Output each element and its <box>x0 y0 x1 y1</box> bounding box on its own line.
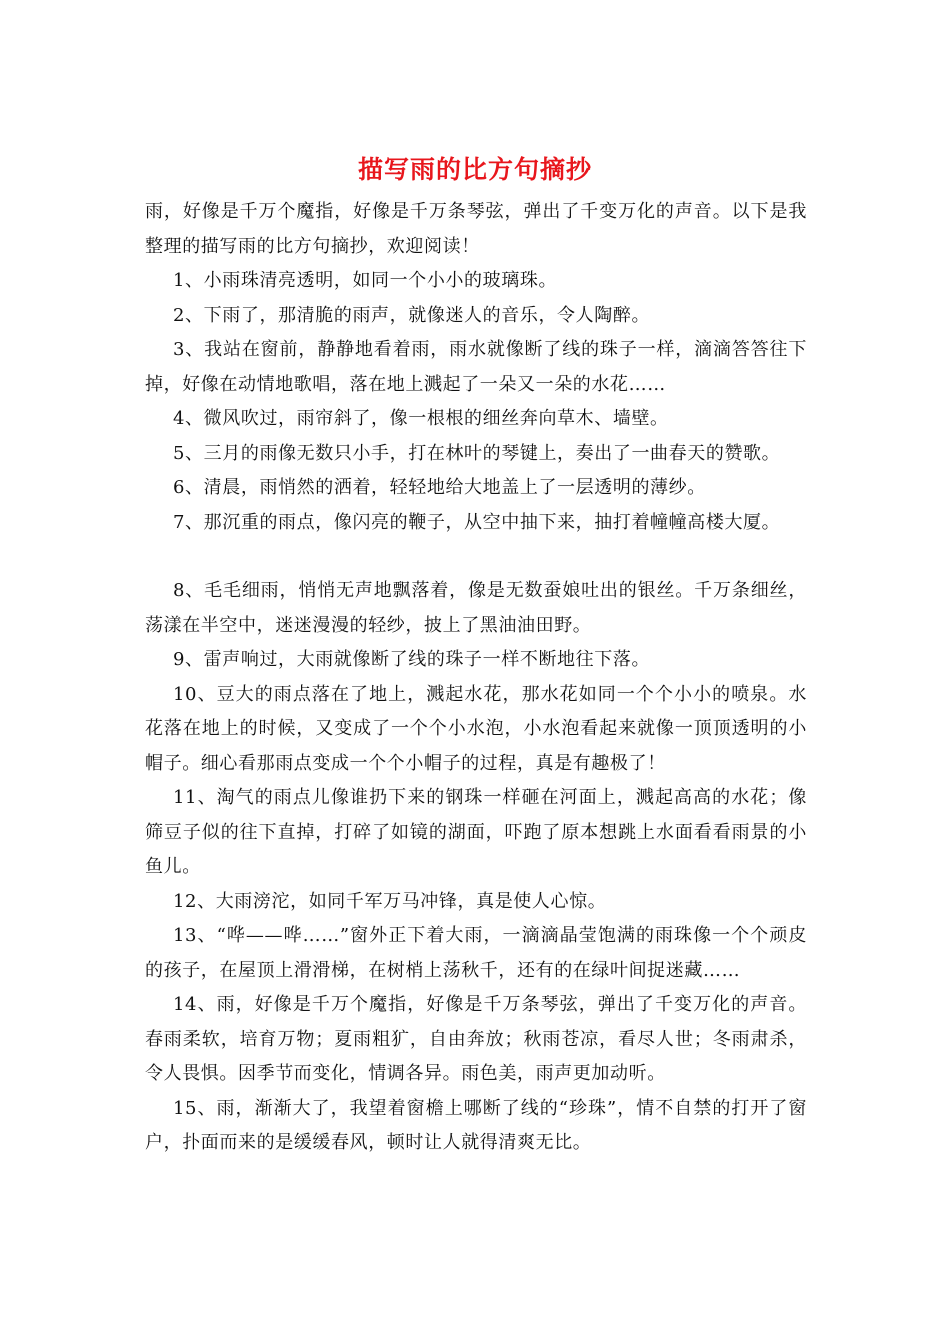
intro-paragraph: 雨，好像是千万个魔指，好像是千万条琴弦，弹出了千变万化的声音。以下是我整理的描写雨的比方句摘抄，欢迎阅读！ <box>145 201 807 257</box>
document-body <box>145 195 807 1161</box>
list-item: 15、雨，渐渐大了，我望着窗檐上哪断了线的“珍珠”，情不自禁的打开了窗户，扑面而来的是缓缓春风，顿时让人就得清爽无比。 <box>145 1097 807 1153</box>
list-item: 14、雨，好像是千万个魔指，好像是千万条琴弦，弹出了千变万化的声音。春雨柔软，培育万物；夏雨粗犷，自由奔放；秋雨苍凉，看尽人世；冬雨肃杀，令人畏惧。因季节而变化，情调各异。雨色美，雨声更加动听。 <box>145 994 807 1084</box>
list-item: 6、清晨，雨悄然的洒着，轻轻地给大地盖上了一层透明的薄纱。 <box>173 477 706 498</box>
list-item: 1、小雨珠清亮透明，如同一个小小的玻璃珠。 <box>173 270 558 291</box>
list-item: 8、毛毛细雨，悄悄无声地飘落着，像是无数蚕娘吐出的银丝。千万条细丝，荡漾在半空中，迷迷漫漫的轻纱，披上了黑油油田野。 <box>145 580 807 636</box>
list-item: 13、“哗——哗……”窗外正下着大雨，一滴滴晶莹饱满的雨珠像一个个顽皮的孩子，在屋顶上滑滑梯，在树梢上荡秋千，还有的在绿叶间捉迷藏…… <box>145 925 807 981</box>
list-item: 11、淘气的雨点儿像谁扔下来的钢珠一样砸在河面上，溅起高高的水花；像筛豆子似的往下直掉，打碎了如镜的湖面，吓跑了原本想跳上水面看看雨景的小鱼儿。 <box>145 787 807 877</box>
list-item: 7、那沉重的雨点，像闪亮的鞭子，从空中抽下来，抽打着幢幢高楼大厦。 <box>173 511 781 533</box>
list-item: 3、我站在窗前，静静地看着雨，雨水就像断了线的珠子一样，滴滴答答往下掉，好像在动情地歌唱，落在地上溅起了一朵又一朵的水花…… <box>145 339 807 395</box>
list-item: 12、大雨滂沱，如同千军万马冲锋，真是使人心惊。 <box>173 890 607 912</box>
document-title: 描写雨的比方句摘抄 <box>357 155 592 184</box>
list-item: 10、豆大的雨点落在了地上，溅起水花，那水花如同一个个小小的喷泉。水花落在地上的时候，又变成了一个个小水泡，小水泡看起来就像一顶顶透明的小帽子。细心看那雨点变成一个个小帽子的过程，真是有趣极了！ <box>145 683 807 774</box>
list-item: 2、下雨了，那清脆的雨声，就像迷人的音乐，令人陶醉。 <box>173 304 651 326</box>
list-item: 4、微风吹过，雨帘斜了，像一根根的细丝奔向草木、墙壁。 <box>173 408 669 429</box>
list-item: 5、三月的雨像无数只小手，打在林叶的琴键上，奏出了一曲春天的赞歌。 <box>173 442 781 464</box>
list-item: 9、雷声响过，大雨就像断了线的珠子一样不断地往下落。 <box>173 649 651 670</box>
